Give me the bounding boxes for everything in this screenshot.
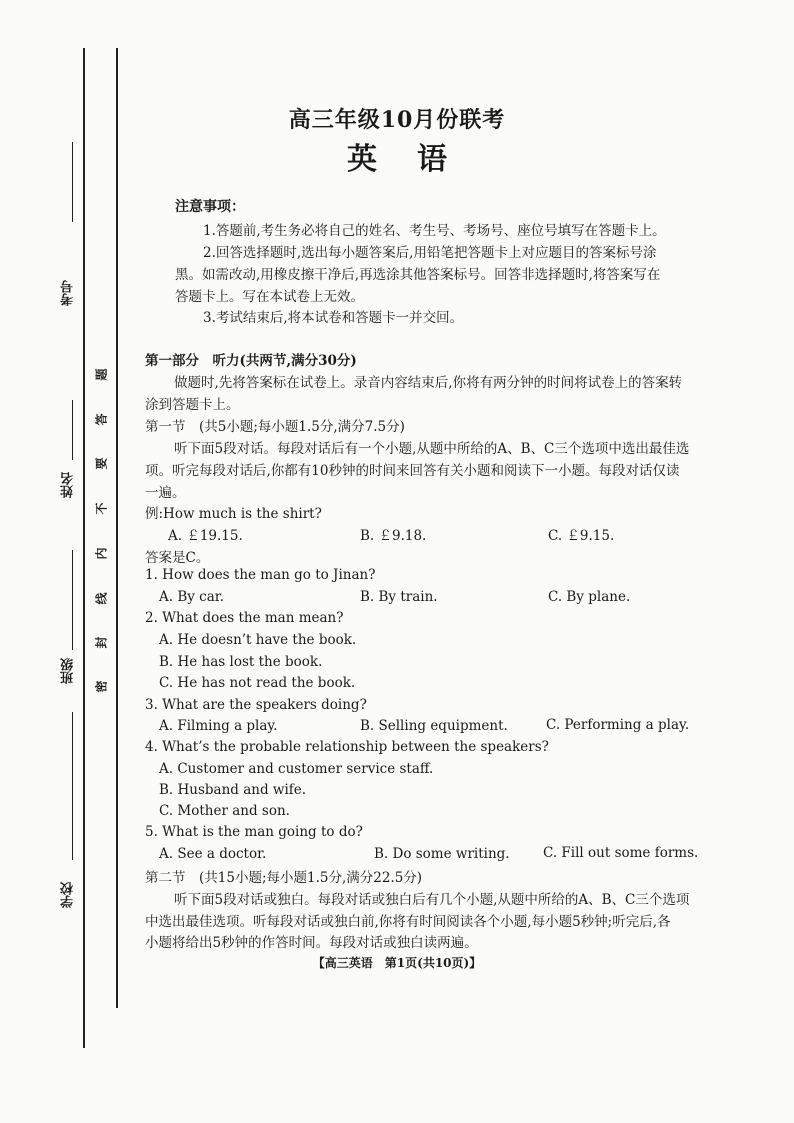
option-b: B. Selling equipment.	[360, 718, 508, 734]
seal-char: 密	[94, 680, 109, 693]
example-option-c: C. ￡9.15.	[548, 528, 615, 544]
seal-char: 封	[94, 636, 109, 649]
section1-heading: 第一节 (共5小题;每小题1.5分,满分7.5分)	[145, 419, 405, 435]
example-option-a: A. ￡19.15.	[168, 528, 243, 544]
notice-line: 黑。如需改动,用橡皮擦干净后,再选涂其他答案标号。回答非选择题时,将答案写在	[175, 267, 661, 283]
exam-no-label: 考号	[61, 280, 76, 306]
margin-line-right	[116, 48, 118, 1008]
option-a: A. By car.	[159, 589, 225, 605]
section1-intro-line: 听下面5段对话。每段对话后有一个小题,从题中所给的A、B、C三个选项中选出最佳选	[174, 441, 690, 457]
exam-title: 高三年级10月份联考	[288, 107, 506, 133]
option-c: C. By plane.	[548, 589, 631, 605]
example-answer: 答案是C。	[145, 550, 210, 566]
question-text: 3. What are the speakers doing?	[145, 697, 367, 713]
notice-heading: 注意事项：	[175, 199, 245, 215]
seal-char: 答	[94, 413, 109, 426]
page-footer: 【高三英语 第1页(共10页)】	[312, 956, 482, 970]
option-c: C. Performing a play.	[546, 717, 690, 733]
margin-line-left	[83, 48, 85, 1048]
question-text: 2. What does the man mean?	[145, 610, 344, 626]
section1-intro-line: 项。听完每段对话后,你都有10秒钟的时间来回答有关小题和阅读下一小题。每段对话仅读	[145, 463, 680, 479]
notice-line: 1.答题前,考生务必将自己的姓名、考生号、考场号、座位号填写在答题卡上。	[203, 223, 666, 239]
seal-char: 线	[94, 592, 109, 605]
example-question: 例:How much is the shirt?	[145, 506, 322, 522]
seal-char: 题	[94, 368, 109, 381]
option-a: A. He doesn’t have the book.	[159, 632, 357, 648]
question-text: 5. What is the man going to do?	[145, 824, 363, 840]
notice-line: 2.回答选择题时,选出每小题答案后,用铅笔把答题卡上对应题目的答案标号涂	[203, 245, 657, 261]
part1-heading: 第一部分 听力(共两节,满分30分)	[145, 353, 357, 369]
question-text: 1. How does the man go to Jinan?	[145, 567, 376, 583]
name-label: 姓名	[61, 472, 76, 498]
option-b: B. Husband and wife.	[159, 782, 307, 798]
section2-intro-line: 小题将给出5秒钟的作答时间。每段对话或独白读两遍。	[145, 935, 478, 951]
seal-char: 内	[94, 547, 109, 560]
option-b: B. By train.	[360, 589, 438, 605]
part1-intro-line: 做题时,先将答案标在试卷上。录音内容结束后,你将有两分钟的时间将试卷上的答案转	[174, 375, 683, 391]
notice-line: 3.考试结束后,将本试卷和答题卡一并交回。	[203, 310, 464, 326]
section2-intro-line: 听下面5段对话或独白。每段对话或独白后有几个小题,从题中所给的A、B、C三个选项	[174, 892, 690, 908]
option-a: A. See a doctor.	[159, 846, 267, 862]
part1-intro-line: 涂到答题卡上。	[145, 397, 240, 413]
seal-char: 不	[94, 502, 109, 515]
example-option-b: B. ￡9.18.	[360, 528, 427, 544]
subject-title: 英语	[347, 142, 487, 177]
seal-char: 要	[94, 457, 109, 470]
section2-heading: 第二节 (共15小题;每小题1.5分,满分22.5分)	[145, 870, 423, 886]
class-label: 班级	[61, 658, 76, 684]
section2-intro-line: 中选出最佳选项。听每段对话或独白前,你将有时间阅读各个小题,每小题5秒钟;听完后,各	[145, 914, 671, 930]
option-a: A. Filming a play.	[159, 718, 278, 734]
class-blank	[72, 550, 73, 650]
notice-line: 答题卡上。写在本试卷上无效。	[175, 289, 364, 305]
option-c: C. He has not read the book.	[159, 675, 356, 691]
option-c: C. Mother and son.	[159, 803, 290, 819]
question-text: 4. What’s the probable relationship between the speakers?	[145, 739, 549, 755]
option-b: B. Do some writing.	[374, 846, 510, 862]
name-blank	[72, 400, 73, 460]
option-b: B. He has lost the book.	[159, 654, 323, 670]
section1-intro-line: 一遍。	[145, 485, 186, 501]
option-c: C. Fill out some forms.	[543, 845, 699, 861]
option-a: A. Customer and customer service staff.	[159, 761, 434, 777]
school-blank	[72, 712, 73, 860]
school-label: 学校	[61, 882, 76, 908]
